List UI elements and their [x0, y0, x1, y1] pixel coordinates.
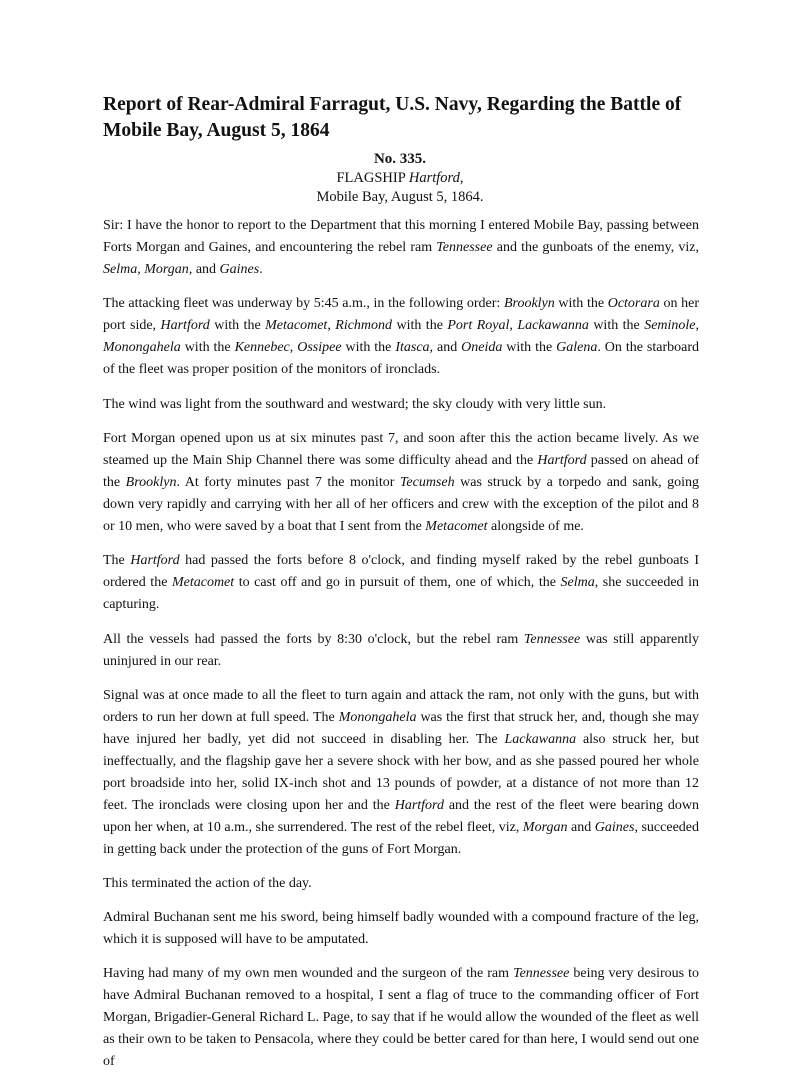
- paragraph: [103, 293, 699, 381]
- ship-name: Lackawanna: [517, 318, 589, 333]
- text-run: passed on ahead of the: [103, 453, 699, 490]
- text-run: with the: [588, 318, 645, 333]
- ship-name: Hartford: [537, 453, 587, 468]
- flagship-line: [0, 169, 800, 188]
- ship-name: Hartford: [160, 318, 210, 333]
- ship-name: Seminole: [644, 318, 696, 333]
- report-body: [103, 215, 699, 1085]
- ship-name: Gaines: [594, 820, 635, 835]
- place-date-line: Mobile Bay, August 5, 1864.: [316, 189, 484, 205]
- ship-name: Ossipee: [297, 340, 342, 355]
- ship-name: Metacomet: [425, 519, 488, 534]
- ship-name: Itasca: [395, 340, 430, 355]
- text-run: .: [259, 262, 263, 277]
- text-run: ,: [327, 318, 336, 333]
- text-run: , succeeded in getting back under the protection of the guns of Fort Morgan.: [103, 820, 699, 857]
- text-run: Fort Morgan opened upon us at six minutes past 7, and soon after this the action became lively. As we steamed up the Main Ship Channel there was some difficulty ahead and the: [103, 431, 699, 468]
- ship-name: Tennessee: [513, 966, 570, 981]
- paragraph: [103, 907, 699, 951]
- ship-name: Lackawanna: [504, 732, 577, 747]
- paragraph: [103, 215, 699, 281]
- text-run: . On the starboard of the fleet was proper position of the monitors of ironclads.: [103, 340, 699, 377]
- text-run: All the vessels had passed the forts by 8:30 o'clock, but the rebel ram: [103, 632, 524, 647]
- ship-name: Metacomet: [171, 575, 235, 590]
- text-run: Sir: I have the honor to report to the Department that this morning I entered Mobile Bay, passing between Forts Morgan and Gaines, and encountering the rebel ram: [103, 218, 699, 255]
- text-run: , and: [188, 262, 220, 277]
- text-run: with the: [209, 318, 266, 333]
- paragraph: [103, 873, 699, 895]
- text-run: on her port side,: [103, 296, 699, 333]
- text-run: also struck her, but ineffectually, and the flagship gave her a severe shock with her bow, and as she passed poured her whole port broadside into her, solid IX-inch shot and 13 pounds of powder, at a distance of not more than 12 feet. The ironclads were closing upon her and the: [103, 732, 699, 813]
- flagship-prefix: FLAGSHIP: [336, 170, 409, 186]
- paragraph: [103, 394, 699, 416]
- ship-name: Gaines: [219, 262, 260, 277]
- text-run: The wind was light from the southward and westward; the sky cloudy with very little sun.: [103, 397, 607, 412]
- ship-name: Port Royal: [447, 318, 510, 333]
- text-run: was struck by a torpedo and sank, going down very rapidly and carrying with her all of her officers and crew with the exception of the pilot and 8 or 10 men, who were saved by a boat that I sent from the: [103, 475, 700, 534]
- ship-name: Monongahela: [103, 340, 181, 355]
- text-run: , and: [429, 340, 462, 355]
- text-run: and the gunboats of the enemy, viz,: [492, 240, 699, 255]
- text-run: and the rest of the fleet were bearing down upon her when, at 10 a.m., she surrendered. The rest of the rebel fleet, viz,: [103, 798, 699, 835]
- ship-name: Galena: [556, 340, 598, 355]
- text-run: was the first that struck her, and, though she may have injured her badly, yet did not succeed in disabling her. The: [103, 710, 699, 747]
- ship-name: Brooklyn: [125, 475, 177, 490]
- document-number: No. 335.: [373, 151, 427, 167]
- text-run: with the: [392, 318, 448, 333]
- text-run: with the: [180, 340, 235, 355]
- text-run: being very desirous to have Admiral Buchanan removed to a hospital, I sent a flag of truce to the commanding officer of Fort Morgan, Brigadier-General Richard L. Page, to say that if he would allow the wounded of the fleet as well as their own to be taken to Pensacola, where they could be better cared for than here, I would send out one of: [103, 966, 700, 1069]
- document-title: Report of Rear-Admiral Farragut, U.S. Navy, Regarding the Battle of Mobile Bay, August 5, 1864: [103, 94, 682, 141]
- paragraph: [103, 963, 699, 1073]
- text-run: . At forty minutes past 7 the monitor: [176, 475, 400, 490]
- ship-name: Tennessee: [436, 240, 493, 255]
- text-run: was still apparently uninjured in our rear.: [103, 632, 699, 669]
- text-run: Having had many of my own men wounded and the surgeon of the ram: [103, 966, 514, 981]
- ship-name: Metacomet: [265, 318, 328, 333]
- text-run: to cast off and go in pursuit of them, one of which, the: [234, 575, 561, 590]
- text-run: with the: [502, 340, 557, 355]
- ship-name: Oneida: [461, 340, 503, 355]
- ship-name: Hartford: [130, 553, 180, 568]
- ship-name: Selma: [103, 262, 138, 277]
- flagship-suffix: ,: [459, 170, 464, 186]
- ship-name: Monongahela: [338, 710, 417, 725]
- text-run: with the: [554, 296, 608, 311]
- text-run: ,: [137, 262, 145, 277]
- text-run: The attacking fleet was underway by 5:45 a.m., in the following order:: [103, 296, 504, 311]
- paragraph: [103, 629, 699, 673]
- text-run: This terminated the action of the day.: [103, 876, 312, 891]
- text-run: Admiral Buchanan sent me his sword, being himself badly wounded with a compound fracture of the leg, which it is supposed will have to be amputated.: [103, 910, 699, 947]
- ship-name: Tecumseh: [399, 475, 455, 490]
- text-run: ,: [289, 340, 298, 355]
- ship-name: Hartford: [394, 798, 444, 813]
- ship-name: Octorara: [607, 296, 660, 311]
- flagship-name: Hartford: [408, 170, 460, 186]
- ship-name: Brooklyn: [503, 296, 555, 311]
- paragraph: [103, 428, 699, 538]
- text-run: and: [567, 820, 595, 835]
- text-run: ,: [509, 318, 518, 333]
- paragraph: [103, 685, 699, 861]
- text-run: with the: [341, 340, 396, 355]
- text-run: had passed the forts before 8 o'clock, and finding myself raked by the rebel gunboats I ordered the: [103, 553, 700, 590]
- text-run: ,: [695, 318, 700, 333]
- paragraph: [103, 550, 699, 616]
- ship-name: Tennessee: [523, 632, 581, 647]
- ship-name: Morgan: [522, 820, 568, 835]
- ship-name: Richmond: [335, 318, 393, 333]
- text-run: Signal was at once made to all the fleet to turn again and attack the ram, not only with the guns, but with orders to run her down at full speed. The: [103, 688, 699, 725]
- ship-name: Selma: [560, 575, 595, 590]
- text-run: , she succeeded in capturing.: [103, 575, 699, 612]
- text-run: The: [103, 553, 131, 568]
- ship-name: Kennebec: [234, 340, 290, 355]
- ship-name: Morgan: [144, 262, 189, 277]
- text-run: alongside of me.: [487, 519, 584, 534]
